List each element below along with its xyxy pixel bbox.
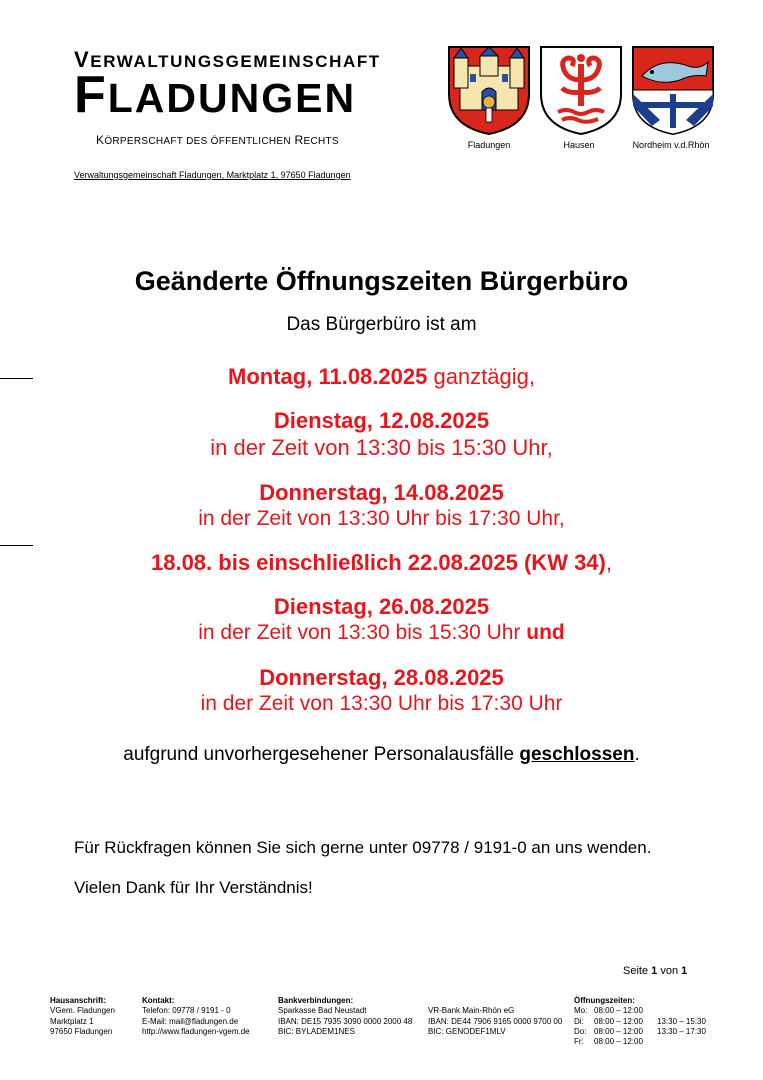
page-total: 1 bbox=[681, 965, 688, 977]
hours-day: Do: bbox=[574, 1026, 587, 1036]
footer-phone: Telefon: 09778 / 9191 - 0 bbox=[142, 1006, 231, 1016]
hours-row bbox=[574, 1006, 706, 1016]
hours-am: 08:00 – 12:00 bbox=[594, 1006, 643, 1016]
closure-item-4-rest: , bbox=[605, 550, 612, 575]
footer-address bbox=[50, 996, 115, 1037]
outro-closed-word: geschlossen bbox=[519, 744, 635, 765]
hours-am: 08:00 – 12:00 bbox=[594, 1016, 643, 1026]
hours-am: 08:00 – 12:00 bbox=[594, 1026, 643, 1036]
hours-row bbox=[574, 1027, 706, 1037]
page-prefix: Seite bbox=[623, 965, 652, 977]
closure-item-5-time-text: in der Zeit von 13:30 bis 15:30 Uhr bbox=[198, 621, 527, 644]
header-subtitle-initial2: R bbox=[294, 133, 304, 147]
footer-website[interactable]: http://www.fladungen-vgem.de bbox=[142, 1026, 250, 1036]
footer-contact-heading: Kontakt: bbox=[142, 996, 175, 1005]
footer-email[interactable]: E-Mail: mail@fladungen.de bbox=[142, 1016, 239, 1026]
footer-contact bbox=[142, 996, 250, 1037]
footer-bank-1 bbox=[278, 996, 412, 1037]
footer-bank-line: VR-Bank Main-Rhön eG bbox=[428, 1006, 515, 1016]
crest-label-fladungen: Fladungen bbox=[467, 140, 511, 150]
footer-bank-line: BIC: GENODEF1MLV bbox=[428, 1026, 506, 1036]
footer-address-line: VGem. Fladungen bbox=[50, 1006, 115, 1016]
fold-mark-middle bbox=[0, 545, 33, 546]
crest-label-hausen: Hausen bbox=[563, 140, 595, 150]
page-number bbox=[623, 965, 687, 977]
header-subtitle-part1: ÖRPERSCHAFT DES ÖFFENTLICHEN bbox=[104, 136, 291, 147]
footer-address-heading: Hausanschrift: bbox=[50, 996, 107, 1005]
closure-item-5-time bbox=[0, 621, 763, 645]
hours-day: Di: bbox=[574, 1016, 584, 1026]
closure-item-3-date: Donnerstag, 14.08.2025 bbox=[259, 480, 504, 505]
footer-bank-line: BIC: BYLADEM1NES bbox=[278, 1026, 355, 1036]
sender-line: Verwaltungsgemeinschaft Fladungen, Marktplatz 1, 97650 Fladungen bbox=[74, 170, 351, 180]
footer-bank-line: IBAN: DE44 7906 9165 0000 9700 00 bbox=[428, 1016, 563, 1026]
contact-paragraph: Für Rückfragen können Sie sich gerne unter 09778 / 9191-0 an uns wenden. bbox=[74, 838, 652, 857]
header-line1-initial: V bbox=[74, 47, 91, 72]
hours-day: Mo: bbox=[574, 1006, 588, 1016]
footer-hours-heading: Öffnungszeiten: bbox=[574, 996, 635, 1005]
footer-bank-2 bbox=[428, 996, 562, 1037]
header-title-rest: LADUNGEN bbox=[107, 75, 357, 121]
footer-address-line: 97650 Fladungen bbox=[50, 1026, 113, 1036]
closure-item-1-rest: ganztägig, bbox=[427, 364, 535, 389]
header-title bbox=[74, 66, 357, 124]
closure-item-4-range: 18.08. bis einschließlich 22.08.2025 (KW 34) bbox=[150, 550, 606, 575]
hours-pm: 13:30 – 17:30 bbox=[657, 1026, 706, 1036]
fladungen-crest-icon bbox=[446, 44, 532, 136]
closure-item-5-date: Dienstag, 26.08.2025 bbox=[273, 594, 490, 619]
footer-bank-heading: Bankverbindungen: bbox=[278, 996, 354, 1005]
hours-pm: 13:30 – 15:30 bbox=[657, 1016, 706, 1026]
notice-title: Geänderte Öffnungszeiten Bürgerbüro bbox=[134, 266, 629, 296]
closure-item-1 bbox=[0, 364, 763, 390]
closure-item-3-time: in der Zeit von 13:30 Uhr bis 17:30 Uhr, bbox=[198, 507, 565, 530]
closure-item-6-date: Donnerstag, 28.08.2025 bbox=[259, 665, 504, 690]
closure-item-2-time: in der Zeit von 13:30 bis 15:30 Uhr, bbox=[210, 435, 553, 460]
notice-intro: Das Bürgerbüro ist am bbox=[286, 314, 477, 335]
hours-row bbox=[574, 1037, 706, 1047]
footer-hours bbox=[574, 996, 706, 1047]
notice-outro bbox=[0, 744, 763, 766]
nordheim-crest-icon bbox=[630, 44, 716, 136]
header-subtitle bbox=[96, 133, 339, 147]
header-subtitle-initial: K bbox=[96, 133, 105, 147]
closure-item-5-and: und bbox=[526, 621, 565, 644]
header-line1-rest: ERWALTUNGSGEMEINSCHAFT bbox=[90, 52, 381, 71]
outro-period: . bbox=[634, 744, 640, 765]
closure-item-1-date: Montag, 11.08.2025 bbox=[228, 364, 428, 389]
header-title-initial: F bbox=[74, 66, 108, 124]
outro-text: aufgrund unvorhergesehener Personalausfälle bbox=[123, 744, 520, 765]
closure-item-4 bbox=[0, 550, 763, 576]
page-middle: von bbox=[657, 965, 682, 977]
footer-bank-line: Sparkasse Bad Neustadt bbox=[278, 1006, 367, 1016]
hours-day: Fr: bbox=[574, 1037, 584, 1047]
footer-address-line: Marktplatz 1 bbox=[50, 1016, 94, 1026]
crest-label-nordheim: Nordheim v.d.Rhön bbox=[632, 140, 710, 150]
thanks-paragraph: Vielen Dank für Ihr Verständnis! bbox=[74, 878, 313, 897]
page-current: 1 bbox=[651, 965, 658, 977]
header-subtitle-part2: ECHTS bbox=[303, 136, 339, 147]
hausen-crest-icon bbox=[538, 44, 624, 136]
closure-item-2-date: Dienstag, 12.08.2025 bbox=[273, 408, 490, 433]
footer-bank-line: IBAN: DE15 7935 3090 0000 2000 48 bbox=[278, 1016, 413, 1026]
closure-item-6-time: in der Zeit von 13:30 Uhr bis 17:30 Uhr bbox=[200, 692, 563, 715]
hours-row bbox=[574, 1017, 706, 1027]
hours-am: 08:00 – 12:00 bbox=[594, 1037, 643, 1047]
